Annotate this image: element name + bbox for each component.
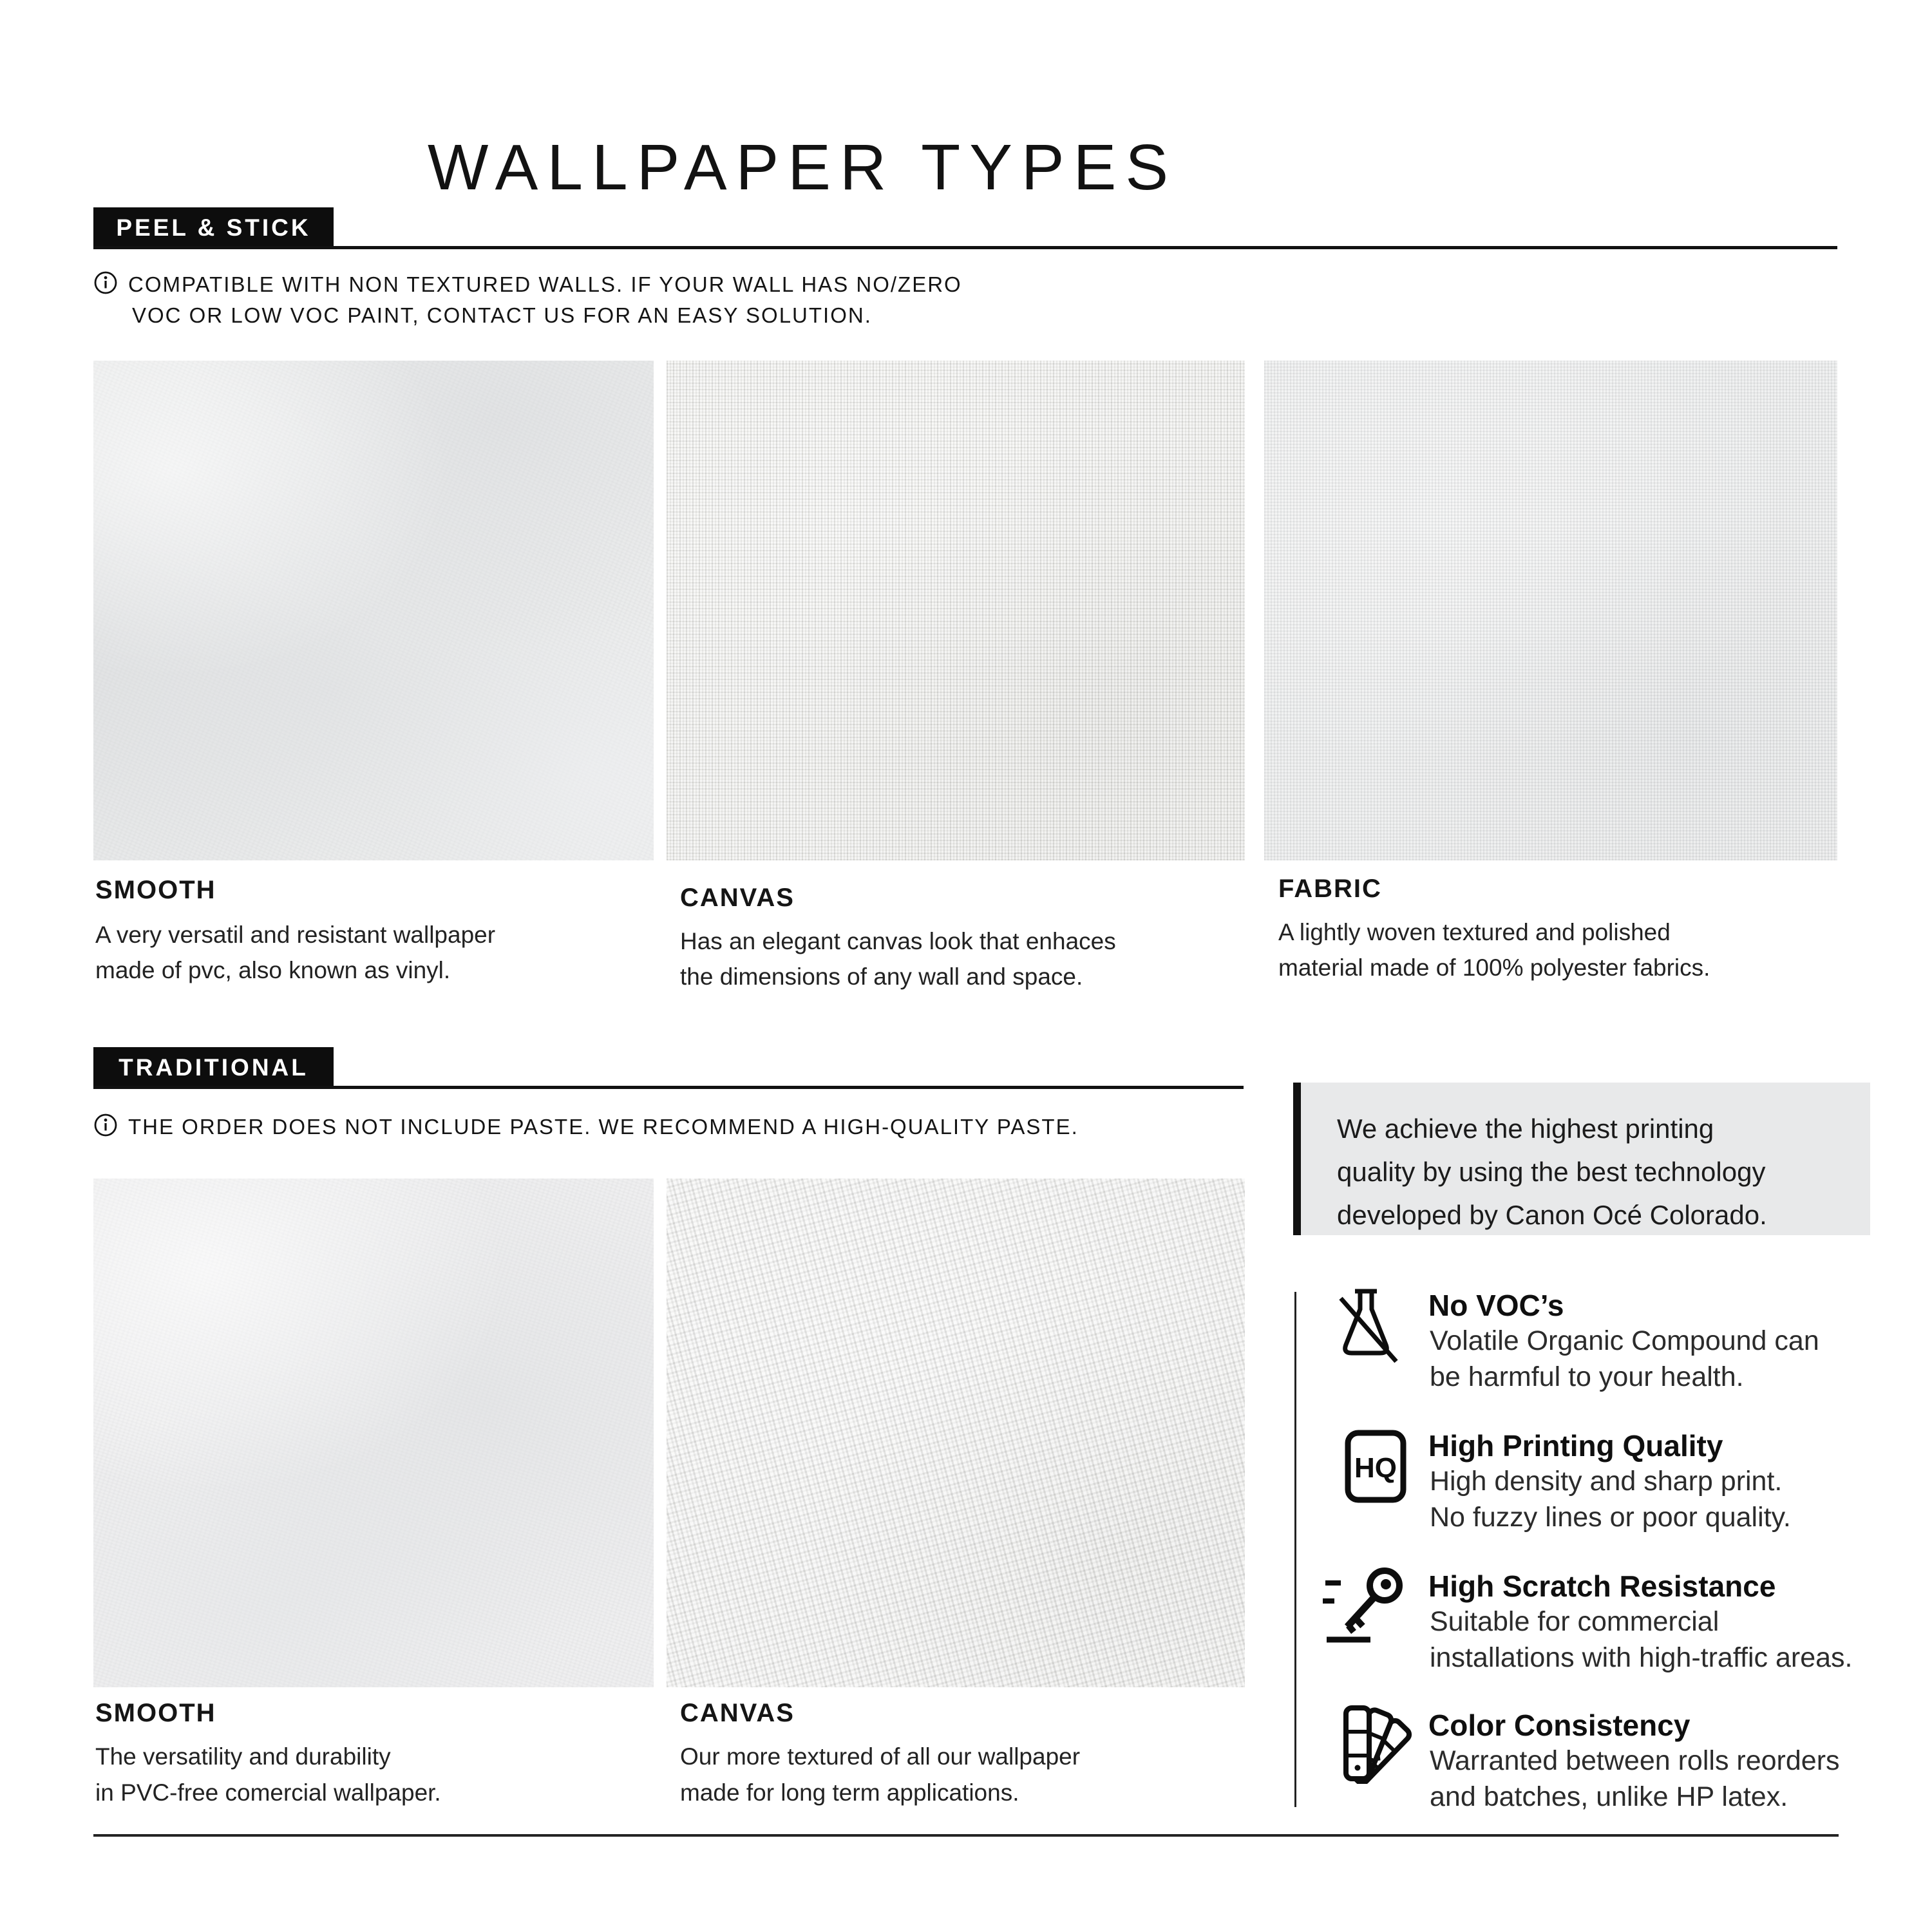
feature-title-color: Color Consistency	[1428, 1709, 1690, 1742]
trad-smooth-desc-line2: in PVC-free comercial wallpaper.	[95, 1779, 441, 1806]
feature-title-hpq: High Printing Quality	[1428, 1429, 1723, 1463]
texture-sample-traditional-smooth	[93, 1179, 654, 1687]
peel-stick-note-line1: COMPATIBLE WITH NON TEXTURED WALLS. IF YOUR WALL HAS NO/ZERO	[128, 272, 962, 296]
hpq-desc-line1: High density and sharp print.	[1430, 1466, 1783, 1497]
traditional-note	[93, 1112, 1079, 1146]
caption-peel-fabric-desc	[1278, 914, 1710, 985]
scratch-desc-line2: installations with high-traffic areas.	[1430, 1642, 1853, 1673]
texture-sample-peel-fabric	[1264, 361, 1837, 860]
printing-quality-callout	[1293, 1083, 1870, 1235]
quality-callout-line1: We achieve the highest printing	[1337, 1113, 1714, 1144]
caption-peel-smooth: SMOOTH	[95, 876, 216, 904]
traditional-rule	[93, 1086, 1244, 1089]
features-divider	[1294, 1292, 1296, 1807]
peel-stick-note-line2: VOC OR LOW VOC PAINT, CONTACT US FOR AN EASY SOLUTION.	[132, 303, 872, 327]
caption-peel-fabric: FABRIC	[1278, 875, 1382, 903]
color-desc-line2: and batches, unlike HP latex.	[1430, 1781, 1788, 1812]
caption-peel-canvas-desc	[680, 923, 1116, 994]
peel-canvas-desc-line1: Has an elegant canvas look that enhaces	[680, 928, 1116, 954]
scratch-desc-line1: Suitable for commercial	[1430, 1606, 1719, 1637]
info-icon	[93, 1113, 118, 1146]
trad-canvas-desc-line2: made for long term applications.	[680, 1779, 1019, 1806]
peel-smooth-desc-line2: made of pvc, also known as vinyl.	[95, 957, 451, 983]
feature-desc-scratch	[1430, 1604, 1852, 1676]
color-desc-line1: Warranted between rolls reorders	[1430, 1745, 1840, 1776]
caption-trad-canvas-desc	[680, 1739, 1080, 1811]
feature-desc-color	[1430, 1743, 1840, 1815]
peel-fabric-desc-line2: material made of 100% polyester fabrics.	[1278, 954, 1710, 981]
hq-badge-label: HQ	[1354, 1452, 1397, 1484]
peel-fabric-desc-line1: A lightly woven textured and polished	[1278, 919, 1671, 945]
peel-stick-note	[93, 269, 962, 331]
no-voc-desc-line2: be harmful to your health.	[1430, 1361, 1744, 1392]
page-title: WALLPAPER TYPES	[427, 131, 1178, 204]
section-label-peel-stick: PEEL & STICK	[93, 207, 334, 248]
footer-rule	[93, 1834, 1839, 1837]
feature-title-scratch: High Scratch Resistance	[1428, 1569, 1776, 1603]
color-swatches-icon	[1341, 1705, 1417, 1787]
caption-trad-canvas: CANVAS	[680, 1699, 795, 1727]
traditional-note-text: THE ORDER DOES NOT INCLUDE PASTE. WE RECOMMEND A HIGH-QUALITY PASTE.	[128, 1115, 1079, 1139]
info-icon	[93, 270, 118, 303]
texture-sample-peel-smooth	[93, 361, 654, 860]
texture-sample-traditional-canvas	[667, 1179, 1245, 1687]
texture-sample-peel-canvas	[667, 361, 1245, 860]
key-icon	[1321, 1561, 1412, 1651]
section-label-traditional: TRADITIONAL	[93, 1047, 334, 1088]
quality-callout-line2: quality by using the best technology	[1337, 1157, 1766, 1187]
caption-peel-smooth-desc	[95, 917, 495, 988]
peel-smooth-desc-line1: A very versatil and resistant wallpaper	[95, 922, 496, 948]
no-voc-desc-line1: Volatile Organic Compound can	[1430, 1325, 1819, 1356]
feature-desc-hpq	[1430, 1463, 1791, 1535]
feature-desc-no-voc	[1430, 1323, 1819, 1395]
caption-trad-smooth-desc	[95, 1739, 441, 1811]
hpq-desc-line2: No fuzzy lines or poor quality.	[1430, 1502, 1791, 1533]
quality-callout-line3: developed by Canon Océ Colorado.	[1337, 1200, 1767, 1230]
hq-badge-icon	[1343, 1428, 1408, 1508]
peel-canvas-desc-line2: the dimensions of any wall and space.	[680, 963, 1083, 990]
no-voc-flask-icon	[1334, 1287, 1401, 1368]
feature-title-no-voc: No VOC’s	[1428, 1289, 1564, 1322]
peel-stick-rule	[93, 246, 1837, 249]
trad-canvas-desc-line1: Our more textured of all our wallpaper	[680, 1743, 1081, 1770]
trad-smooth-desc-line1: The versatility and durability	[95, 1743, 391, 1770]
caption-peel-canvas: CANVAS	[680, 884, 795, 912]
caption-trad-smooth: SMOOTH	[95, 1699, 216, 1727]
